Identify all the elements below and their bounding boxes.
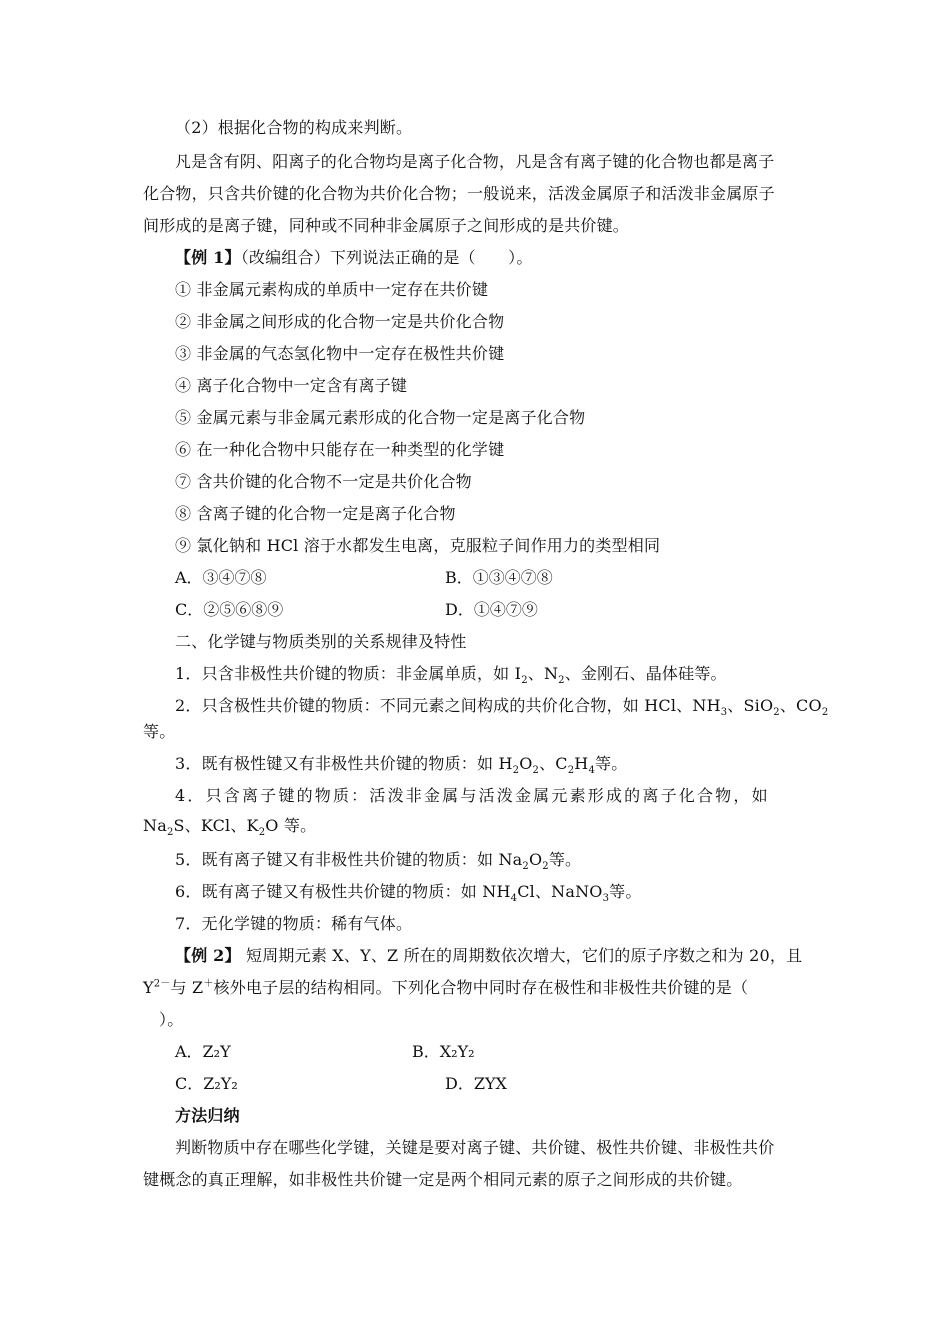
method-line: 判断物质中存在哪些化学键，关键是要对离子键、共价键、极性共价键、非极性共价 <box>175 1138 775 1157</box>
method-line: 键概念的真正理解，如非极性共价键一定是两个相同元素的原子之间形成的共价键。 <box>143 1170 743 1189</box>
statement-item: ① 非金属元素构成的单质中一定存在共价键 <box>175 280 489 299</box>
statement-item: ③ 非金属的气态氢化物中一定存在极性共价键 <box>175 344 505 363</box>
rule-4: 4．只含离子键的物质：活泼非金属与活泼金属元素形成的离子化合物，如 <box>175 786 770 805</box>
rule-2: 2．只含极性共价键的物质：不同元素之间构成的共价化合物，如 HCl、$NH_3$、SiO$_2$、$CO_2$ <box>175 696 829 719</box>
option-b: B．X₂Y₂ <box>412 1042 475 1061</box>
paragraph-line: 化合物，只含共价键的化合物为共价化合物；一般说来，活泼金属原子和活泼非金属原子 <box>143 184 775 203</box>
example-2-label: 【例 2】 <box>175 946 241 965</box>
example-2-stem-end: ）。 <box>159 1010 184 1029</box>
option-d: D．①④⑦⑨ <box>445 600 538 619</box>
statement-item: ⑧ 含离子键的化合物一定是离子化合物 <box>175 504 456 523</box>
statement-item: ② 非金属之间形成的化合物一定是共价化合物 <box>175 312 505 331</box>
rule-6: 6．既有离子键又有极性共价键的物质：如 $NH_4Cl$、NaNO$_3$等。 <box>175 882 642 905</box>
section-2-title: 二、化学键与物质类别的关系规律及特性 <box>175 632 467 651</box>
example-1-stem: 【例 1】（改编组合）下列说法正确的是（ ）。 <box>175 248 533 267</box>
example-1-label: 【例 1】 <box>175 248 241 267</box>
rule-5: 5．既有离子键又有非极性共价键的物质：如 $Na_2O_2$等。 <box>175 850 582 873</box>
method-title: 方法归纳 <box>175 1106 240 1125</box>
option-c: C．Z₂Y₂ <box>175 1074 238 1093</box>
rule-3: 3．既有极性键又有非极性共价键的物质：如 $H_2O_2$、$C_2H_4$等。 <box>175 754 628 777</box>
option-c: C．②⑤⑥⑧⑨ <box>175 600 284 619</box>
example-2-stem-cont: $Y^{2-}$与 Z＋核外电子层的结构相同。下列化合物中同时存在极性和非极性共价键的是（ <box>143 978 749 997</box>
rule-4-cont: $Na_2S$、KCl、$K_2O$ 等。 <box>143 816 317 839</box>
paragraph-line: 凡是含有阴、阳离子的化合物均是离子化合物，凡是含有离子键的化合物也都是离子 <box>175 152 775 171</box>
example-2-stem: 【例 2】 短周期元素 X、Y、Z 所在的周期数依次增大，它们的原子序数之和为 20，且 <box>175 946 803 965</box>
statement-item: ⑨ 氯化钠和 HCl 溶于水都发生电离，克服粒子间作用力的类型相同 <box>175 536 661 555</box>
option-d: D．ZYX <box>445 1074 507 1093</box>
option-a: A．③④⑦⑧ <box>175 568 267 587</box>
statement-item: ⑦ 含共价键的化合物不一定是共价化合物 <box>175 472 472 491</box>
judge-title: （2）根据化合物的构成来判断。 <box>175 118 413 137</box>
rule-2-cont: 等。 <box>143 722 176 741</box>
statement-item: ⑥ 在一种化合物中只能存在一种类型的化学键 <box>175 440 505 459</box>
option-a: A．Z₂Y <box>175 1042 231 1061</box>
statement-item: ⑤ 金属元素与非金属元素形成的化合物一定是离子化合物 <box>175 408 586 427</box>
rule-7: 7．无化学键的物质：稀有气体。 <box>175 914 413 933</box>
rule-1: 1．只含非极性共价键的物质：非金属单质，如 $I_2$、$N_2$、金刚石、晶体硅等。 <box>175 664 727 687</box>
statement-item: ④ 离子化合物中一定含有离子键 <box>175 376 408 395</box>
option-b: B．①③④⑦⑧ <box>445 568 553 587</box>
paragraph-line: 间形成的是离子键，同种或不同种非金属原子之间形成的是共价键。 <box>143 216 630 235</box>
